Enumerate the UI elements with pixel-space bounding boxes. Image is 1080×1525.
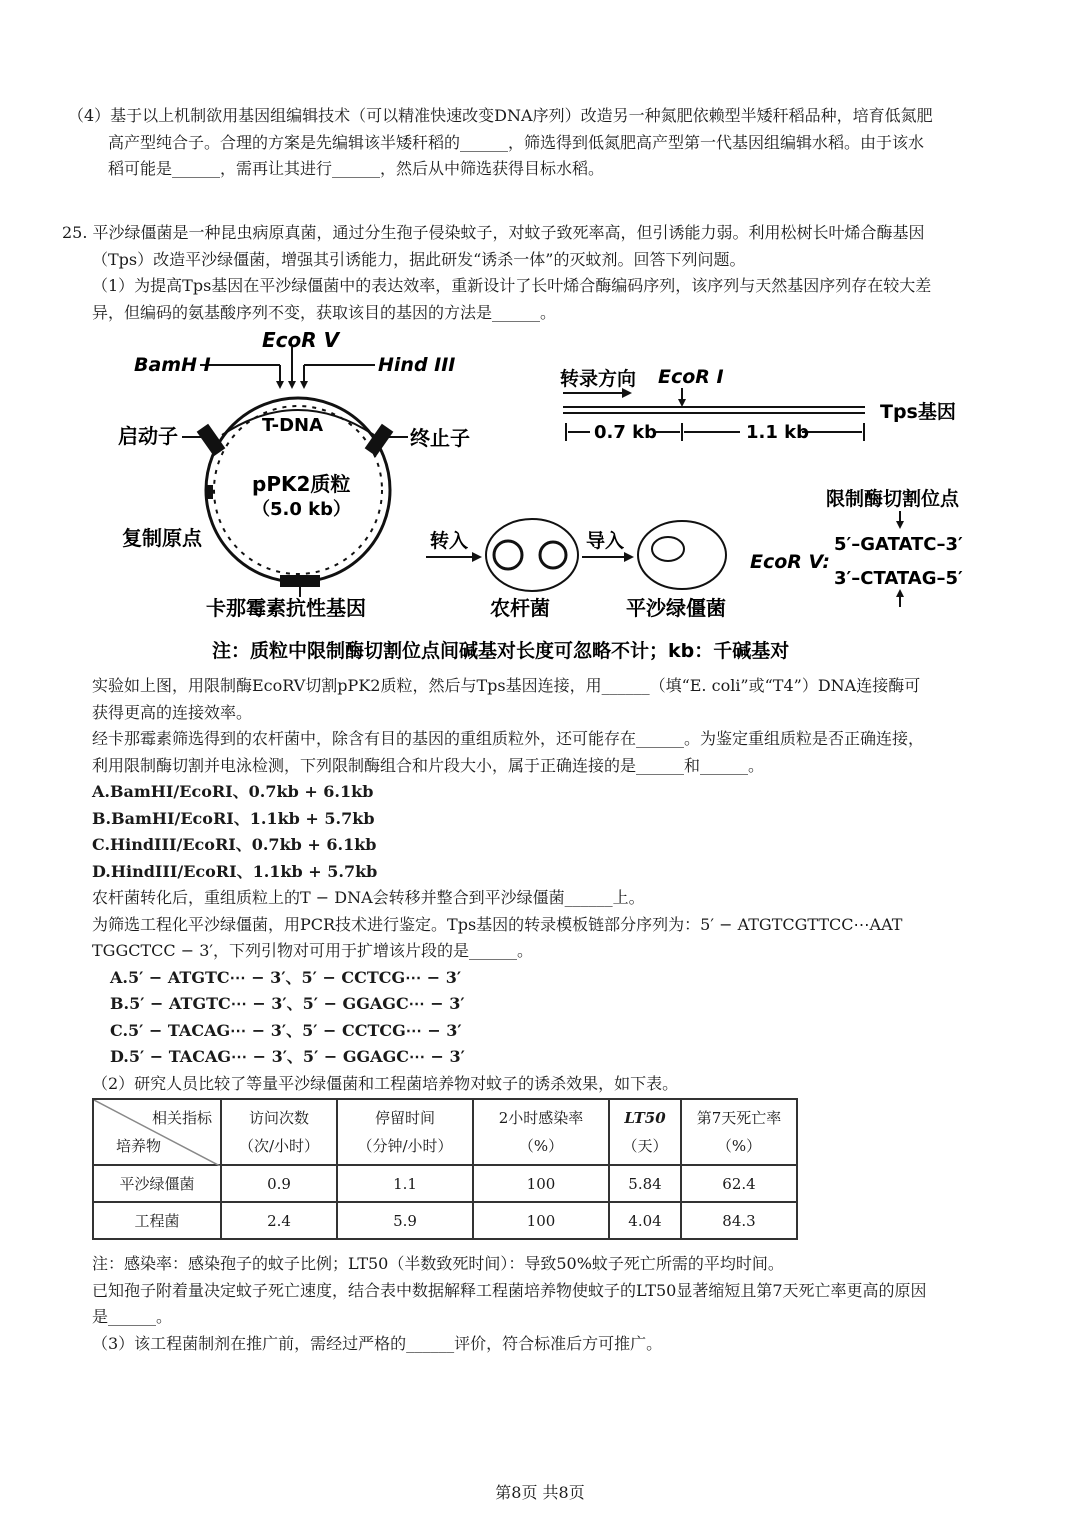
terminator-block <box>365 424 394 457</box>
results-table <box>92 1098 798 1240</box>
header-cell: 第7天死亡率 （%） <box>681 1099 797 1165</box>
site-title: 限制酶切割位点 <box>826 488 960 510</box>
header-cell: 停留时间 （分钟/小时） <box>337 1099 473 1165</box>
option-c: C.HindIII/EcoRI、0.7kb + 6.1kb <box>92 835 377 854</box>
body-line: 利用限制酶切割并电泳检测，下列限制酶组合和片段大小，属于正确连接的是______和______。 <box>92 755 765 775</box>
plasmid-size: （5.0 kb） <box>252 499 352 520</box>
seq-top: 5′–GATATC–3′ <box>834 534 963 555</box>
q24-line: 稻可能是______，需再让其进行______，然后从中筛选获得目标水稻。 <box>108 159 605 178</box>
q25-line: （Tps）改造平沙绿僵菌，增强其引诱能力，据此研发“诱杀一体”的灭蚊剂。回答下列问题。 <box>92 249 746 269</box>
agro-cell <box>486 519 578 591</box>
option-a: A.BamHI/EcoRI、0.7kb + 6.1kb <box>92 782 374 801</box>
q24-line: 高产型纯合子。合理的方案是先编辑该半矮秆稻的______，筛选得到低氮肥高产型第一代基因组编辑水稻。由于该水 <box>108 132 925 152</box>
transcription-label: 转录方向 <box>560 368 637 390</box>
primer-c: C.5′ − TACAG⋯ − 3′、5′ − CCTCG⋯ − 3′ <box>110 1020 462 1040</box>
seq-bottom: 3′–CTATAG–5′ <box>834 568 963 589</box>
corner-bottom: 培养物 <box>116 1137 162 1155</box>
corner-top: 相关指标 <box>151 1109 212 1127</box>
agro-label: 农杆菌 <box>490 596 550 620</box>
primer-a: A.5′ − ATGTC⋯ − 3′、5′ − CCTCG⋯ − 3′ <box>110 967 462 987</box>
body-line: TGGCTCC − 3′，下列引物对可用于扩增该片段的是______。 <box>92 941 534 960</box>
q24-line: （4）基于以上机制欲用基因组编辑技术（可以精准快速改变DNA序列）改造另一种氮肥依赖型半矮秆稻品种，培育低氮肥 <box>68 106 933 125</box>
len2-label: 1.1 kb <box>746 422 810 443</box>
option-b: B.BamHI/EcoRI、1.1kb + 5.7kb <box>92 808 375 828</box>
sub2-line: （2）研究人员比较了等量平沙绿僵菌和工程菌培养物对蚊子的诱杀效果，如下表。 <box>92 1073 679 1093</box>
terminator-label: 终止子 <box>410 426 470 450</box>
option-d: D.HindIII/EcoRI、1.1kb + 5.7kb <box>92 861 378 881</box>
primer-b: B.5′ − ATGTC⋯ − 3′、5′ − GGAGC⋯ − 3′ <box>110 994 465 1013</box>
len1-label: 0.7 kb <box>594 422 658 443</box>
body-line: 实验如上图，用限制酶EcoRV切割pPK2质粒，然后与Tps基因连接，用______（填“E. coli”或“T4”）DNA连接酶可 <box>92 676 921 695</box>
q25-body <box>92 673 924 1097</box>
fungus-label: 平沙绿僵菌 <box>626 596 726 620</box>
tps-gene-label: Tps基因 <box>880 401 956 423</box>
ori-block <box>205 485 213 499</box>
table-row: 工程菌 2.4 5.9 100 4.04 84.3 <box>93 1202 797 1239</box>
import-label: 导入 <box>586 530 625 552</box>
header-cell: 2小时感染率 （%） <box>473 1099 609 1165</box>
body-line: 经卡那霉素筛选得到的农杆菌中，除含有目的基因的重组质粒外，还可能存在______。为鉴定重组质粒是否正确连接， <box>92 729 925 748</box>
transfer-label: 转入 <box>430 530 469 552</box>
ecorv-site-label: EcoR V: <box>750 551 830 573</box>
header-cell: LT50 （天） <box>609 1099 681 1165</box>
question-line: 已知孢子附着量决定蚊子死亡速度，结合表中数据解释工程菌培养物使蚊子的LT50显著缩短且第7天死亡率更高的原因 <box>92 1280 927 1300</box>
hindiii-label: Hind III <box>378 354 456 376</box>
body-line: 农杆菌转化后，重组质粒上的T − DNA会转移并整合到平沙绿僵菌______上。 <box>92 888 645 907</box>
plasmid-name: pPK2质粒 <box>252 472 351 496</box>
ori-label: 复制原点 <box>122 526 202 550</box>
q25-line: （1）为提高Tps基因在平沙绿僵菌中的表达效率，重新设计了长叶烯合酶编码序列，该序列与天然基因序列存在较大差 <box>92 276 932 295</box>
sub3-line: （3）该工程菌制剂在推广前，需经过严格的______评价，符合标准后方可推广。 <box>92 1333 663 1353</box>
table-row: 平沙绿僵菌 0.9 1.1 100 5.84 62.4 <box>93 1165 797 1202</box>
kan-block <box>280 575 320 587</box>
q25-line: 25. 平沙绿僵菌是一种昆虫病原真菌，通过分生孢子侵染蚊子，对蚊子致死率高，但引诱能力弱。利用松树长叶烯合酶基因 <box>62 223 925 242</box>
q24-part4 <box>68 103 933 183</box>
primer-d: D.5′ − TACAG⋯ − 3′、5′ − GGAGC⋯ − 3′ <box>110 1047 465 1066</box>
body-line: 获得更高的连接效率。 <box>92 702 253 722</box>
tdna-label: T-DNA <box>262 415 324 436</box>
kan-label: 卡那霉素抗性基因 <box>206 596 366 620</box>
header-cell: 访问次数 （次/小时） <box>221 1099 337 1165</box>
ecori-label: EcoR I <box>658 366 724 388</box>
plasmid-figure <box>0 325 1080 665</box>
ecorv-top-label: EcoR V <box>262 328 340 352</box>
bamhi-label: BamH I <box>134 354 211 376</box>
q25-line: 异，但编码的氨基酸序列不变，获取该目的基因的方法是______。 <box>92 302 557 322</box>
q25-intro <box>62 220 931 326</box>
figure-note: 注：质粒中限制酶切割位点间碱基对长度可忽略不计；kb：千碱基对 <box>212 640 790 662</box>
corner-cell <box>93 1099 221 1165</box>
after-table <box>92 1251 927 1357</box>
page-footer: 第8页 共8页 <box>495 1483 585 1502</box>
question-line: 是______。 <box>92 1307 173 1326</box>
table-note: 注：感染率：感染孢子的蚊子比例；LT50（半数致死时间）：导致50%蚊子死亡所需的平均时间。 <box>92 1254 784 1273</box>
promoter-label: 启动子 <box>118 424 178 448</box>
body-line: 为筛选工程化平沙绿僵菌，用PCR技术进行鉴定。Tps基因的转录模板链部分序列为：5′ − ATGTCGTTCC⋯AAT <box>92 914 903 934</box>
